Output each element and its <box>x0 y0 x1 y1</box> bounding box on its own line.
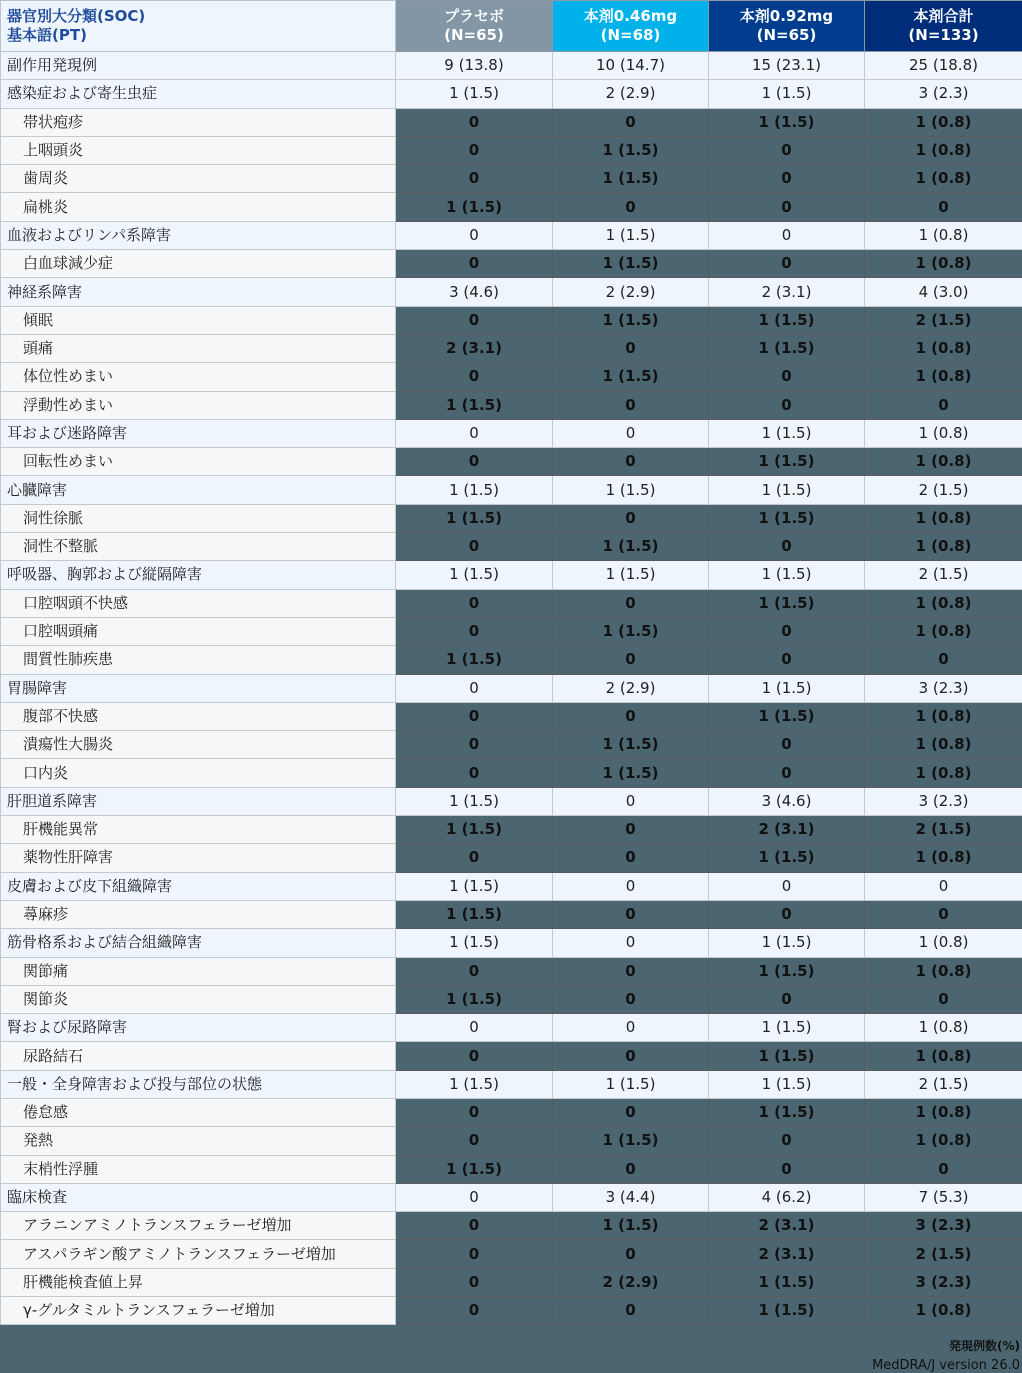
cell-placebo: 0 <box>396 1127 553 1155</box>
soc-label: 血液およびリンパ系障害 <box>1 221 396 249</box>
cell-046mg: 0 <box>553 108 709 136</box>
cell-total: 1 (0.8) <box>865 419 1022 447</box>
cell-092mg: 3 (4.6) <box>709 787 865 815</box>
cell-092mg: 0 <box>709 363 865 391</box>
pt-label: 頭痛 <box>1 334 396 362</box>
pt-label: 傾眠 <box>1 306 396 334</box>
cell-046mg: 1 (1.5) <box>553 533 709 561</box>
column-header-092mg <box>709 1 865 52</box>
cell-046mg: 0 <box>553 193 709 221</box>
cell-046mg: 0 <box>553 787 709 815</box>
cell-046mg: 2 (2.9) <box>553 80 709 108</box>
soc-row <box>1 787 1022 815</box>
pt-row <box>1 957 1022 985</box>
cell-092mg: 1 (1.5) <box>709 702 865 730</box>
pt-label: アラニンアミノトランスフェラーゼ増加 <box>1 1212 396 1240</box>
cell-placebo: 1 (1.5) <box>396 561 553 589</box>
cell-092mg: 0 <box>709 193 865 221</box>
cell-placebo: 1 (1.5) <box>396 872 553 900</box>
cell-092mg: 0 <box>709 617 865 645</box>
cell-placebo: 1 (1.5) <box>396 391 553 419</box>
cell-total: 1 (0.8) <box>865 702 1022 730</box>
pt-row <box>1 1297 1022 1325</box>
cell-total: 1 (0.8) <box>865 136 1022 164</box>
cell-placebo: 0 <box>396 1098 553 1126</box>
cell-placebo: 0 <box>396 844 553 872</box>
cell-092mg: 1 (1.5) <box>709 306 865 334</box>
cell-total: 2 (1.5) <box>865 816 1022 844</box>
cell-046mg: 2 (2.9) <box>553 1268 709 1296</box>
pt-label: 口腔咽頭不快感 <box>1 589 396 617</box>
cell-placebo: 0 <box>396 1268 553 1296</box>
pt-row <box>1 1042 1022 1070</box>
cell-092mg: 1 (1.5) <box>709 674 865 702</box>
soc-label: 神経系障害 <box>1 278 396 306</box>
cell-046mg: 0 <box>553 702 709 730</box>
cell-092mg: 0 <box>709 391 865 419</box>
cell-046mg: 0 <box>553 504 709 532</box>
cell-046mg: 1 (1.5) <box>553 1212 709 1240</box>
pt-label: 腹部不快感 <box>1 702 396 730</box>
column-n: (N=68) <box>553 26 708 46</box>
pt-label: 口腔咽頭痛 <box>1 617 396 645</box>
cell-placebo: 0 <box>396 1014 553 1042</box>
cell-placebo: 0 <box>396 221 553 249</box>
pt-row <box>1 1268 1022 1296</box>
pt-row <box>1 448 1022 476</box>
soc-row <box>1 278 1022 306</box>
cell-046mg: 0 <box>553 419 709 447</box>
soc-label: 呼吸器、胸郭および縦隔障害 <box>1 561 396 589</box>
soc-row <box>1 80 1022 108</box>
cell-092mg: 0 <box>709 1155 865 1183</box>
pt-row <box>1 1240 1022 1268</box>
pt-row <box>1 702 1022 730</box>
table-body <box>1 52 1022 1325</box>
cell-046mg: 1 (1.5) <box>553 759 709 787</box>
cell-placebo: 3 (4.6) <box>396 278 553 306</box>
cell-092mg: 0 <box>709 165 865 193</box>
soc-label: 臨床検査 <box>1 1183 396 1211</box>
cell-placebo: 0 <box>396 165 553 193</box>
cell-placebo: 0 <box>396 957 553 985</box>
cell-total: 0 <box>865 193 1022 221</box>
soc-row <box>1 561 1022 589</box>
pt-label: 洞性徐脈 <box>1 504 396 532</box>
cell-046mg: 1 (1.5) <box>553 731 709 759</box>
column-header-046mg <box>553 1 709 52</box>
cell-total: 3 (2.3) <box>865 80 1022 108</box>
soc-row <box>1 52 1022 80</box>
column-name: 本剤合計 <box>865 7 1022 27</box>
column-name: プラセボ <box>396 7 552 27</box>
pt-label: 上咽頭炎 <box>1 136 396 164</box>
cell-046mg: 0 <box>553 1042 709 1070</box>
pt-row <box>1 985 1022 1013</box>
pt-label: 蕁麻疹 <box>1 900 396 928</box>
cell-046mg: 0 <box>553 1297 709 1325</box>
cell-092mg: 1 (1.5) <box>709 1297 865 1325</box>
cell-total: 2 (1.5) <box>865 306 1022 334</box>
cell-placebo: 0 <box>396 306 553 334</box>
pt-row <box>1 617 1022 645</box>
cell-total: 1 (0.8) <box>865 250 1022 278</box>
pt-label: 関節痛 <box>1 957 396 985</box>
pt-row <box>1 731 1022 759</box>
pt-label: 白血球減少症 <box>1 250 396 278</box>
cell-total: 0 <box>865 391 1022 419</box>
cell-total: 1 (0.8) <box>865 1042 1022 1070</box>
pt-label: 尿路結石 <box>1 1042 396 1070</box>
cell-092mg: 1 (1.5) <box>709 561 865 589</box>
cell-046mg: 1 (1.5) <box>553 1127 709 1155</box>
cell-placebo: 9 (13.8) <box>396 52 553 80</box>
column-name: 本剤0.46mg <box>553 7 708 27</box>
soc-row <box>1 1183 1022 1211</box>
pt-row <box>1 646 1022 674</box>
soc-label: 一般・全身障害および投与部位の状態 <box>1 1070 396 1098</box>
cell-046mg: 1 (1.5) <box>553 561 709 589</box>
pt-label: 体位性めまい <box>1 363 396 391</box>
cell-046mg: 1 (1.5) <box>553 1070 709 1098</box>
pt-label: 肝機能異常 <box>1 816 396 844</box>
soc-label: 胃腸障害 <box>1 674 396 702</box>
cell-046mg: 0 <box>553 391 709 419</box>
cell-092mg: 1 (1.5) <box>709 1042 865 1070</box>
cell-total: 1 (0.8) <box>865 108 1022 136</box>
cell-092mg: 0 <box>709 1127 865 1155</box>
cell-046mg: 1 (1.5) <box>553 476 709 504</box>
cell-092mg: 0 <box>709 872 865 900</box>
pt-row <box>1 250 1022 278</box>
cell-046mg: 0 <box>553 1155 709 1183</box>
cell-092mg: 2 (3.1) <box>709 278 865 306</box>
cell-total: 1 (0.8) <box>865 165 1022 193</box>
cell-placebo: 0 <box>396 448 553 476</box>
cell-046mg: 0 <box>553 1014 709 1042</box>
cell-placebo: 0 <box>396 702 553 730</box>
cell-092mg: 2 (3.1) <box>709 1240 865 1268</box>
cell-092mg: 0 <box>709 731 865 759</box>
cell-092mg: 1 (1.5) <box>709 504 865 532</box>
cell-046mg: 0 <box>553 589 709 617</box>
column-name: 本剤0.92mg <box>709 7 864 27</box>
cell-046mg: 0 <box>553 957 709 985</box>
soc-label: 感染症および寄生虫症 <box>1 80 396 108</box>
pt-label: 口内炎 <box>1 759 396 787</box>
cell-placebo: 0 <box>396 731 553 759</box>
cell-046mg: 2 (2.9) <box>553 674 709 702</box>
cell-placebo: 1 (1.5) <box>396 816 553 844</box>
column-header-total <box>865 1 1022 52</box>
pt-row <box>1 900 1022 928</box>
cell-total: 3 (2.3) <box>865 787 1022 815</box>
soc-label: 耳および迷路障害 <box>1 419 396 447</box>
cell-092mg: 15 (23.1) <box>709 52 865 80</box>
pt-row <box>1 165 1022 193</box>
pt-label: γ-グルタミルトランスフェラーゼ増加 <box>1 1297 396 1325</box>
soc-row <box>1 221 1022 249</box>
cell-046mg: 0 <box>553 448 709 476</box>
cell-total: 1 (0.8) <box>865 844 1022 872</box>
pt-row <box>1 1098 1022 1126</box>
cell-placebo: 1 (1.5) <box>396 646 553 674</box>
cell-046mg: 10 (14.7) <box>553 52 709 80</box>
cell-placebo: 0 <box>396 136 553 164</box>
cell-total: 1 (0.8) <box>865 533 1022 561</box>
pt-row <box>1 533 1022 561</box>
cell-placebo: 0 <box>396 533 553 561</box>
cell-placebo: 1 (1.5) <box>396 193 553 221</box>
pt-label: 肝機能検査値上昇 <box>1 1268 396 1296</box>
cell-092mg: 2 (3.1) <box>709 816 865 844</box>
cell-placebo: 1 (1.5) <box>396 504 553 532</box>
cell-046mg: 0 <box>553 816 709 844</box>
soc-header-label: 器官別大分類(SOC) <box>7 7 395 27</box>
table-header-row <box>1 1 1022 52</box>
cell-total: 0 <box>865 872 1022 900</box>
pt-label: 歯周炎 <box>1 165 396 193</box>
cell-placebo: 0 <box>396 1042 553 1070</box>
pt-row <box>1 504 1022 532</box>
cell-046mg: 0 <box>553 929 709 957</box>
cell-046mg: 0 <box>553 900 709 928</box>
soc-label: 腎および尿路障害 <box>1 1014 396 1042</box>
cell-total: 2 (1.5) <box>865 1240 1022 1268</box>
cell-092mg: 1 (1.5) <box>709 108 865 136</box>
soc-row <box>1 872 1022 900</box>
cell-092mg: 0 <box>709 900 865 928</box>
cell-total: 1 (0.8) <box>865 221 1022 249</box>
cell-total: 1 (0.8) <box>865 448 1022 476</box>
cell-total: 1 (0.8) <box>865 759 1022 787</box>
cell-046mg: 1 (1.5) <box>553 306 709 334</box>
cell-046mg: 0 <box>553 985 709 1013</box>
cell-total: 1 (0.8) <box>865 1127 1022 1155</box>
cell-092mg: 2 (3.1) <box>709 1212 865 1240</box>
soc-label: 副作用発現例 <box>1 52 396 80</box>
pt-row <box>1 1127 1022 1155</box>
column-header-placebo <box>396 1 553 52</box>
pt-row <box>1 589 1022 617</box>
pt-label: 帯状疱疹 <box>1 108 396 136</box>
pt-row <box>1 759 1022 787</box>
cell-total: 0 <box>865 646 1022 674</box>
cell-total: 0 <box>865 900 1022 928</box>
pt-label: 末梢性浮腫 <box>1 1155 396 1183</box>
cell-092mg: 1 (1.5) <box>709 1098 865 1126</box>
cell-placebo: 1 (1.5) <box>396 787 553 815</box>
pt-row <box>1 363 1022 391</box>
cell-046mg: 1 (1.5) <box>553 250 709 278</box>
unit-note: 発現例数(%) <box>0 1337 1020 1354</box>
soc-label: 筋骨格系および結合組織障害 <box>1 929 396 957</box>
cell-total: 3 (2.3) <box>865 1268 1022 1296</box>
pt-label: 扁桃炎 <box>1 193 396 221</box>
cell-046mg: 1 (1.5) <box>553 363 709 391</box>
cell-046mg: 0 <box>553 646 709 674</box>
cell-092mg: 4 (6.2) <box>709 1183 865 1211</box>
cell-046mg: 0 <box>553 1240 709 1268</box>
cell-046mg: 1 (1.5) <box>553 617 709 645</box>
soc-pt-header <box>1 1 396 52</box>
pt-label: アスパラギン酸アミノトランスフェラーゼ増加 <box>1 1240 396 1268</box>
cell-placebo: 0 <box>396 759 553 787</box>
cell-placebo: 1 (1.5) <box>396 80 553 108</box>
cell-placebo: 1 (1.5) <box>396 1070 553 1098</box>
soc-label: 皮膚および皮下組織障害 <box>1 872 396 900</box>
cell-placebo: 0 <box>396 617 553 645</box>
cell-placebo: 0 <box>396 589 553 617</box>
cell-placebo: 0 <box>396 363 553 391</box>
soc-row <box>1 1014 1022 1042</box>
cell-total: 1 (0.8) <box>865 504 1022 532</box>
soc-row <box>1 419 1022 447</box>
cell-092mg: 1 (1.5) <box>709 844 865 872</box>
pt-header-label: 基本語(PT) <box>7 26 395 46</box>
column-n: (N=133) <box>865 26 1022 46</box>
cell-046mg: 1 (1.5) <box>553 136 709 164</box>
cell-092mg: 1 (1.5) <box>709 448 865 476</box>
cell-placebo: 0 <box>396 1183 553 1211</box>
pt-label: 関節炎 <box>1 985 396 1013</box>
cell-092mg: 1 (1.5) <box>709 589 865 617</box>
cell-total: 0 <box>865 1155 1022 1183</box>
cell-placebo: 0 <box>396 1212 553 1240</box>
cell-total: 1 (0.8) <box>865 929 1022 957</box>
pt-row <box>1 844 1022 872</box>
cell-total: 4 (3.0) <box>865 278 1022 306</box>
cell-total: 2 (1.5) <box>865 476 1022 504</box>
cell-046mg: 0 <box>553 844 709 872</box>
column-n: (N=65) <box>709 26 864 46</box>
cell-092mg: 0 <box>709 221 865 249</box>
cell-092mg: 0 <box>709 136 865 164</box>
cell-total: 1 (0.8) <box>865 589 1022 617</box>
cell-placebo: 0 <box>396 1297 553 1325</box>
cell-placebo: 0 <box>396 250 553 278</box>
cell-total: 1 (0.8) <box>865 363 1022 391</box>
cell-092mg: 1 (1.5) <box>709 1268 865 1296</box>
cell-092mg: 0 <box>709 533 865 561</box>
pt-label: 浮動性めまい <box>1 391 396 419</box>
cell-total: 0 <box>865 985 1022 1013</box>
soc-row <box>1 1070 1022 1098</box>
cell-092mg: 0 <box>709 646 865 674</box>
cell-total: 25 (18.8) <box>865 52 1022 80</box>
pt-row <box>1 193 1022 221</box>
soc-row <box>1 929 1022 957</box>
cell-placebo: 0 <box>396 674 553 702</box>
pt-label: 間質性肺疾患 <box>1 646 396 674</box>
meddra-version: MedDRA/J version 26.0 <box>0 1358 1020 1373</box>
pt-label: 倦怠感 <box>1 1098 396 1126</box>
pt-row <box>1 391 1022 419</box>
cell-046mg: 2 (2.9) <box>553 278 709 306</box>
cell-total: 1 (0.8) <box>865 1098 1022 1126</box>
cell-placebo: 1 (1.5) <box>396 985 553 1013</box>
cell-046mg: 3 (4.4) <box>553 1183 709 1211</box>
cell-092mg: 1 (1.5) <box>709 334 865 362</box>
column-n: (N=65) <box>396 26 552 46</box>
cell-092mg: 0 <box>709 250 865 278</box>
cell-046mg: 0 <box>553 334 709 362</box>
cell-placebo: 1 (1.5) <box>396 900 553 928</box>
cell-placebo: 2 (3.1) <box>396 334 553 362</box>
cell-total: 7 (5.3) <box>865 1183 1022 1211</box>
cell-total: 3 (2.3) <box>865 1212 1022 1240</box>
table-footer <box>0 1337 1022 1373</box>
pt-label: 回転性めまい <box>1 448 396 476</box>
cell-092mg: 1 (1.5) <box>709 1014 865 1042</box>
cell-046mg: 1 (1.5) <box>553 165 709 193</box>
pt-row <box>1 334 1022 362</box>
soc-row <box>1 476 1022 504</box>
cell-total: 1 (0.8) <box>865 1014 1022 1042</box>
cell-total: 2 (1.5) <box>865 561 1022 589</box>
cell-placebo: 0 <box>396 108 553 136</box>
cell-092mg: 1 (1.5) <box>709 929 865 957</box>
pt-label: 潰瘍性大腸炎 <box>1 731 396 759</box>
cell-placebo: 1 (1.5) <box>396 476 553 504</box>
cell-total: 1 (0.8) <box>865 617 1022 645</box>
cell-092mg: 1 (1.5) <box>709 1070 865 1098</box>
cell-total: 3 (2.3) <box>865 674 1022 702</box>
cell-total: 1 (0.8) <box>865 334 1022 362</box>
pt-label: 洞性不整脈 <box>1 533 396 561</box>
cell-092mg: 1 (1.5) <box>709 419 865 447</box>
cell-092mg: 1 (1.5) <box>709 476 865 504</box>
cell-total: 1 (0.8) <box>865 957 1022 985</box>
cell-placebo: 1 (1.5) <box>396 929 553 957</box>
pt-row <box>1 108 1022 136</box>
cell-092mg: 1 (1.5) <box>709 80 865 108</box>
cell-092mg: 0 <box>709 759 865 787</box>
pt-row <box>1 136 1022 164</box>
cell-092mg: 1 (1.5) <box>709 957 865 985</box>
pt-row <box>1 1155 1022 1183</box>
cell-total: 2 (1.5) <box>865 1070 1022 1098</box>
cell-046mg: 0 <box>553 1098 709 1126</box>
soc-label: 肝胆道系障害 <box>1 787 396 815</box>
cell-092mg: 0 <box>709 985 865 1013</box>
pt-row <box>1 1212 1022 1240</box>
cell-total: 1 (0.8) <box>865 731 1022 759</box>
cell-placebo: 0 <box>396 1240 553 1268</box>
cell-046mg: 1 (1.5) <box>553 221 709 249</box>
cell-046mg: 0 <box>553 872 709 900</box>
soc-row <box>1 674 1022 702</box>
cell-total: 1 (0.8) <box>865 1297 1022 1325</box>
cell-placebo: 1 (1.5) <box>396 1155 553 1183</box>
pt-label: 薬物性肝障害 <box>1 844 396 872</box>
pt-row <box>1 306 1022 334</box>
pt-row <box>1 816 1022 844</box>
cell-placebo: 0 <box>396 419 553 447</box>
soc-label: 心臓障害 <box>1 476 396 504</box>
pt-label: 発熱 <box>1 1127 396 1155</box>
